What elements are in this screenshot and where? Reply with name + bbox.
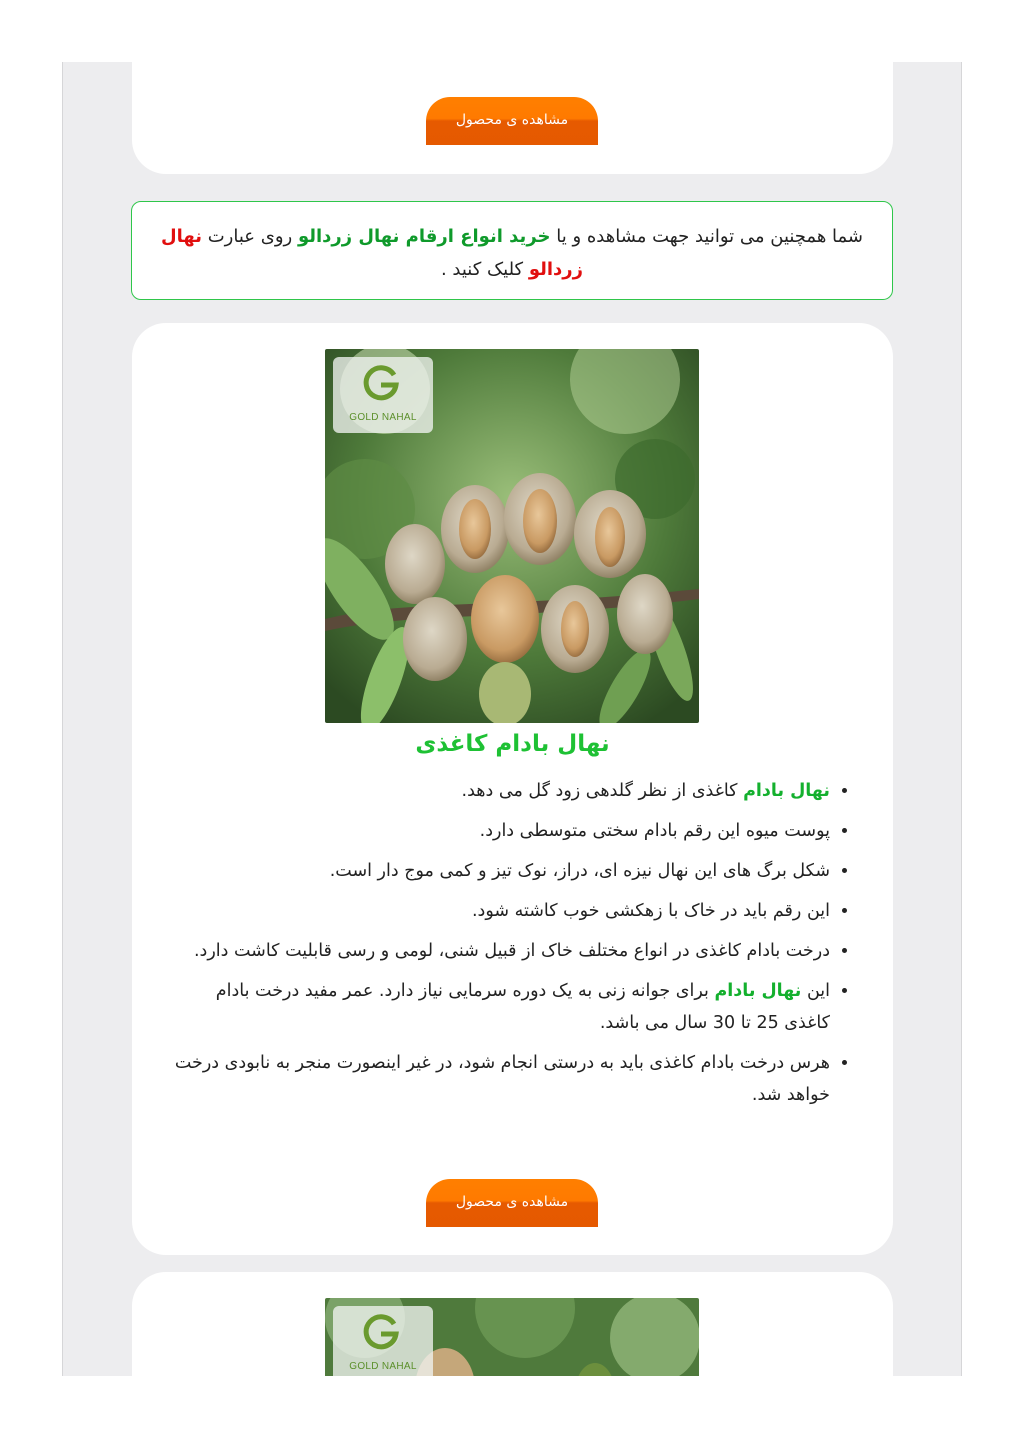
apricot-keyword-link[interactable]: نهال زردالو: [160, 226, 584, 280]
product-image[interactable]: [325, 349, 699, 723]
almond-sapling-link[interactable]: نهال بادام: [714, 981, 802, 1001]
list-item: • شکل برگ های این نهال نیزه ای، دراز، نوک تیز و کمی موج دار است.: [172, 855, 830, 887]
brand-logo-watermark: [333, 357, 433, 433]
product-card-paper-almond: [132, 323, 893, 1255]
product-title[interactable]: نهال بادام کاغذی: [415, 731, 610, 757]
gold-nahal-logo-icon: [361, 363, 401, 403]
product-card-next: [132, 1272, 893, 1376]
content-panel: [62, 62, 962, 1376]
list-item: • این رقم باید در خاک با زهکشی خوب کاشته شود.: [172, 895, 830, 927]
list-item: • درخت بادام کاغذی در انواع مختلف خاک از قبیل شنی، لومی و رسی قابلیت کاشت دارد.: [172, 935, 830, 967]
view-product-button[interactable]: مشاهده ی محصول: [426, 97, 598, 145]
buy-apricot-link[interactable]: خرید انواع ارقام نهال زردالو: [297, 226, 551, 247]
list-item: • نهال بادام کاغذی از نظر گلدهی زود گل می دهد.: [172, 775, 830, 807]
product-image[interactable]: [325, 1298, 699, 1376]
logo-text: GOLD NAHAL: [349, 412, 417, 423]
notice-box: [131, 201, 893, 300]
list-item: • هرس درخت بادام کاغذی باید به درستی انجام شود، در غیر اینصورت منجر به نابودی درخت خواهد شد.: [172, 1047, 830, 1111]
brand-logo-watermark: [333, 1306, 433, 1376]
product-features-list: [172, 775, 862, 1119]
view-product-button[interactable]: مشاهده ی محصول: [426, 1179, 598, 1227]
list-item: • این نهال بادام برای جوانه زنی به یک دوره سرمایی نیاز دارد. عمر مفید درخت بادام کاغذی 25 تا 30 سال می باشد.: [172, 975, 830, 1039]
list-item: • پوست میوه این رقم بادام سختی متوسطی دارد.: [172, 815, 830, 847]
logo-text: GOLD NAHAL: [349, 1361, 417, 1372]
notice-text-1: شما همچنین می توانید جهت مشاهده و یا: [550, 226, 864, 247]
gold-nahal-logo-icon: [361, 1312, 401, 1352]
notice-text-3: کلیک کنید .: [440, 259, 529, 280]
notice-text-2: روی عبارت: [202, 226, 298, 247]
product-card-previous: [132, 62, 893, 174]
almond-sapling-link[interactable]: نهال بادام: [743, 781, 830, 801]
